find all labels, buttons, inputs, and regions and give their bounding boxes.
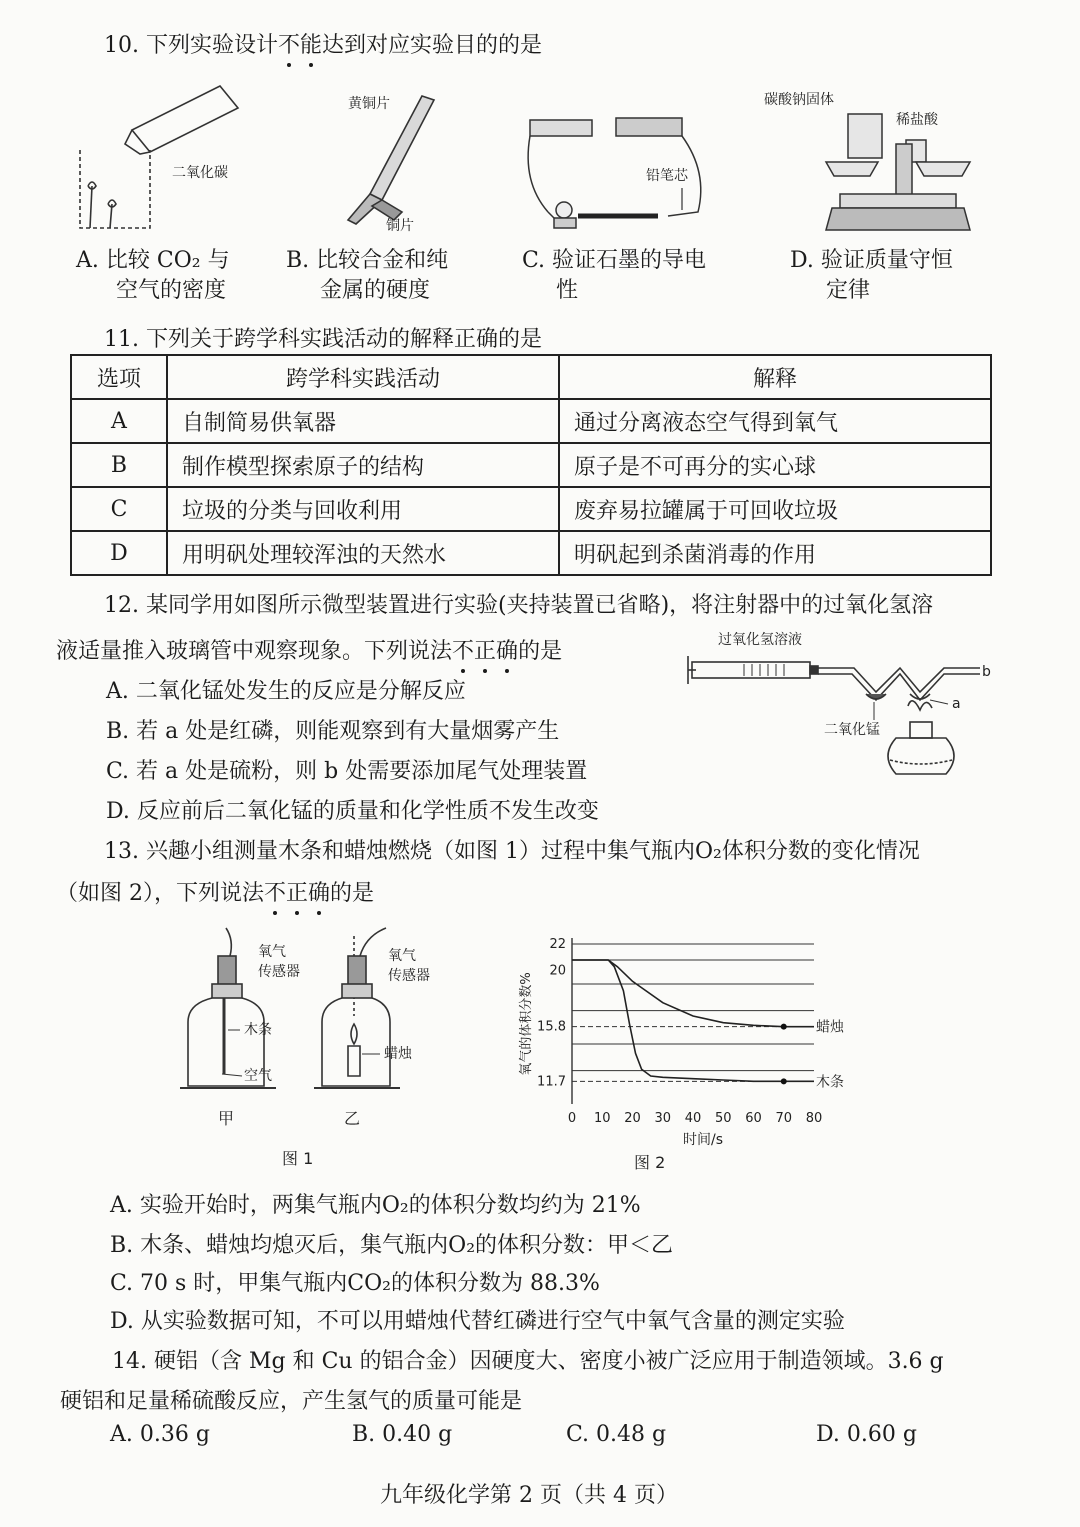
table-row[interactable]	[71, 399, 991, 443]
y-tick-label: 15.8	[537, 1019, 566, 1035]
table-cell: 用明矾处理较浑浊的天然水	[167, 531, 559, 575]
q13-figure-1	[176, 926, 476, 1176]
y-tick-label: 22	[549, 937, 566, 952]
q13-option-c[interactable]: C. 70 s 时，甲集气瓶内CO₂的体积分数为 88.3%	[110, 1271, 600, 1296]
table-row[interactable]	[71, 487, 991, 531]
q10-fig-c	[518, 92, 718, 242]
q11-table	[70, 354, 992, 576]
y-tick-label: 20	[549, 963, 566, 979]
q14-stem-line1: 14. 硬铝（含 Mg 和 Cu 的铝合金）因硬度大、密度小被广泛应用于制造领域。3.6 g	[112, 1349, 944, 1374]
q11-stem: 11. 下列关于跨学科实践活动的解释正确的是	[104, 327, 542, 352]
candle-label: 蜡烛	[384, 1046, 412, 1062]
table-cell: 垃圾的分类与回收利用	[167, 487, 559, 531]
sensor-label-yi-2: 传感器	[388, 968, 430, 984]
q12-option-d[interactable]: D. 反应前后二氧化锰的质量和化学性质不发生改变	[106, 799, 599, 824]
q13-option-b[interactable]: B. 木条、蜡烛均熄灭后，集气瓶内O₂的体积分数：甲＜乙	[110, 1233, 674, 1258]
q13-stem-line1: 13. 兴趣小组测量木条和蜡烛燃烧（如图 1）过程中集气瓶内O₂体积分数的变化情况	[104, 839, 920, 864]
co2-label: 二氧化碳	[172, 165, 228, 181]
q14-option-b[interactable]: B. 0.40 g	[352, 1422, 453, 1447]
table-cell: C	[71, 487, 167, 531]
q14-option-d[interactable]: D. 0.60 g	[816, 1422, 917, 1447]
q14-option-c[interactable]: C. 0.48 g	[566, 1422, 667, 1447]
na2co3-label: 碳酸钠固体	[764, 92, 834, 108]
q13-option-d[interactable]: D. 从实验数据可知，不可以用蜡烛代替红磷进行空气中氧气含量的测定实验	[110, 1309, 845, 1334]
x-tick-label: 60	[745, 1111, 762, 1126]
table-cell: 原子是不可再分的实心球	[559, 443, 991, 487]
x-tick-label: 10	[593, 1111, 611, 1126]
mno2-label: 二氧化锰	[824, 722, 880, 738]
table-header: 解释	[559, 355, 991, 399]
q10-fig-b	[330, 88, 470, 238]
series-line-木条	[572, 960, 814, 1081]
table-header: 跨学科实践活动	[167, 355, 559, 399]
air-label: 空气	[244, 1068, 272, 1084]
jia-label: 甲	[218, 1109, 235, 1128]
y-axis-label: 氧气的体积分数%	[519, 972, 534, 1076]
brass-label: 黄铜片	[348, 96, 390, 112]
h2o2-label: 过氧化氢溶液	[718, 632, 802, 648]
figure-1-caption: 图 1	[282, 1149, 314, 1168]
q10-stem: 10. 下列实验设计不能达到对应实验目的的是	[104, 33, 543, 58]
sensor-label-jia-2: 传感器	[258, 964, 300, 980]
q13-stem-line2: （如图 2），下列说法不正确的是	[56, 881, 375, 906]
x-tick-label: 70	[775, 1111, 793, 1126]
table-cell: 制作模型探索原子的结构	[167, 443, 559, 487]
table-row[interactable]	[71, 531, 991, 575]
table-cell: B	[71, 443, 167, 487]
q12-stem-line2: 液适量推入玻璃管中观察现象。下列说法不正确的是	[56, 639, 563, 664]
table-header: 选项	[71, 355, 167, 399]
x-axis-label: 时间/s	[683, 1132, 724, 1148]
series-label: 蜡烛	[816, 1019, 844, 1036]
x-tick-label: 0	[567, 1111, 577, 1126]
table-cell: 明矾起到杀菌消毒的作用	[559, 531, 991, 575]
q12-apparatus	[684, 624, 994, 784]
q10-option-c[interactable]: C. 验证石墨的导电 性	[522, 248, 707, 303]
q10-fig-d	[756, 84, 976, 244]
hcl-label: 稀盐酸	[896, 112, 938, 128]
x-tick-label: 30	[654, 1111, 672, 1126]
copper-label: 铜片	[386, 218, 414, 234]
label-b: b	[982, 664, 991, 680]
table-cell: 通过分离液态空气得到氧气	[559, 399, 991, 443]
sensor-label-jia: 氧气	[258, 944, 286, 960]
x-tick-label: 50	[714, 1111, 732, 1126]
o2-chart	[514, 924, 844, 1176]
x-tick-label: 80	[805, 1111, 823, 1126]
y-tick-label: 11.7	[537, 1074, 566, 1090]
table-cell: 自制简易供氧器	[167, 399, 559, 443]
table-cell: 废弃易拉罐属于可回收垃圾	[559, 487, 991, 531]
q14-option-a[interactable]: A. 0.36 g	[110, 1422, 210, 1447]
table-header-row	[71, 355, 991, 399]
q12-option-b[interactable]: B. 若 a 处是红磷，则能观察到有大量烟雾产生	[106, 719, 560, 744]
table-cell: D	[71, 531, 167, 575]
q10-option-b[interactable]: B. 比较合金和纯 金属的硬度	[286, 248, 449, 303]
figure-2-caption: 图 2	[634, 1153, 666, 1172]
stick-label: 木条	[244, 1022, 272, 1038]
q12-stem-line1: 12. 某同学用如图所示微型装置进行实验(夹持装置已省略)，将注射器中的过氧化氢溶	[104, 593, 934, 618]
x-tick-label: 40	[684, 1111, 702, 1126]
q12-option-c[interactable]: C. 若 a 处是硫粉，则 b 处需要添加尾气处理装置	[106, 759, 588, 784]
sensor-label-yi: 氧气	[388, 948, 416, 964]
q10-option-a[interactable]: A. 比较 CO₂ 与 空气的密度	[76, 248, 230, 303]
q13-option-a[interactable]: A. 实验开始时，两集气瓶内O₂的体积分数均约为 21%	[110, 1193, 641, 1218]
q12-option-a[interactable]: A. 二氧化锰处发生的反应是分解反应	[106, 679, 466, 704]
table-row[interactable]	[71, 443, 991, 487]
label-a: a	[952, 696, 961, 712]
q10-fig-a	[70, 78, 270, 238]
series-label: 木条	[816, 1074, 844, 1091]
q14-stem-line2: 硬铝和足量稀硫酸反应，产生氢气的质量可能是	[60, 1389, 523, 1414]
table-cell: A	[71, 399, 167, 443]
data-point	[781, 1024, 787, 1030]
page-footer: 九年级化学第 2 页（共 4 页）	[380, 1483, 678, 1508]
x-tick-label: 20	[624, 1111, 641, 1126]
q10-option-d[interactable]: D. 验证质量守恒 定律	[790, 248, 953, 303]
yi-label: 乙	[344, 1109, 361, 1128]
pencil-lead-label: 铅笔芯	[646, 168, 688, 184]
series-line-蜡烛	[572, 960, 814, 1027]
data-point	[781, 1078, 787, 1084]
